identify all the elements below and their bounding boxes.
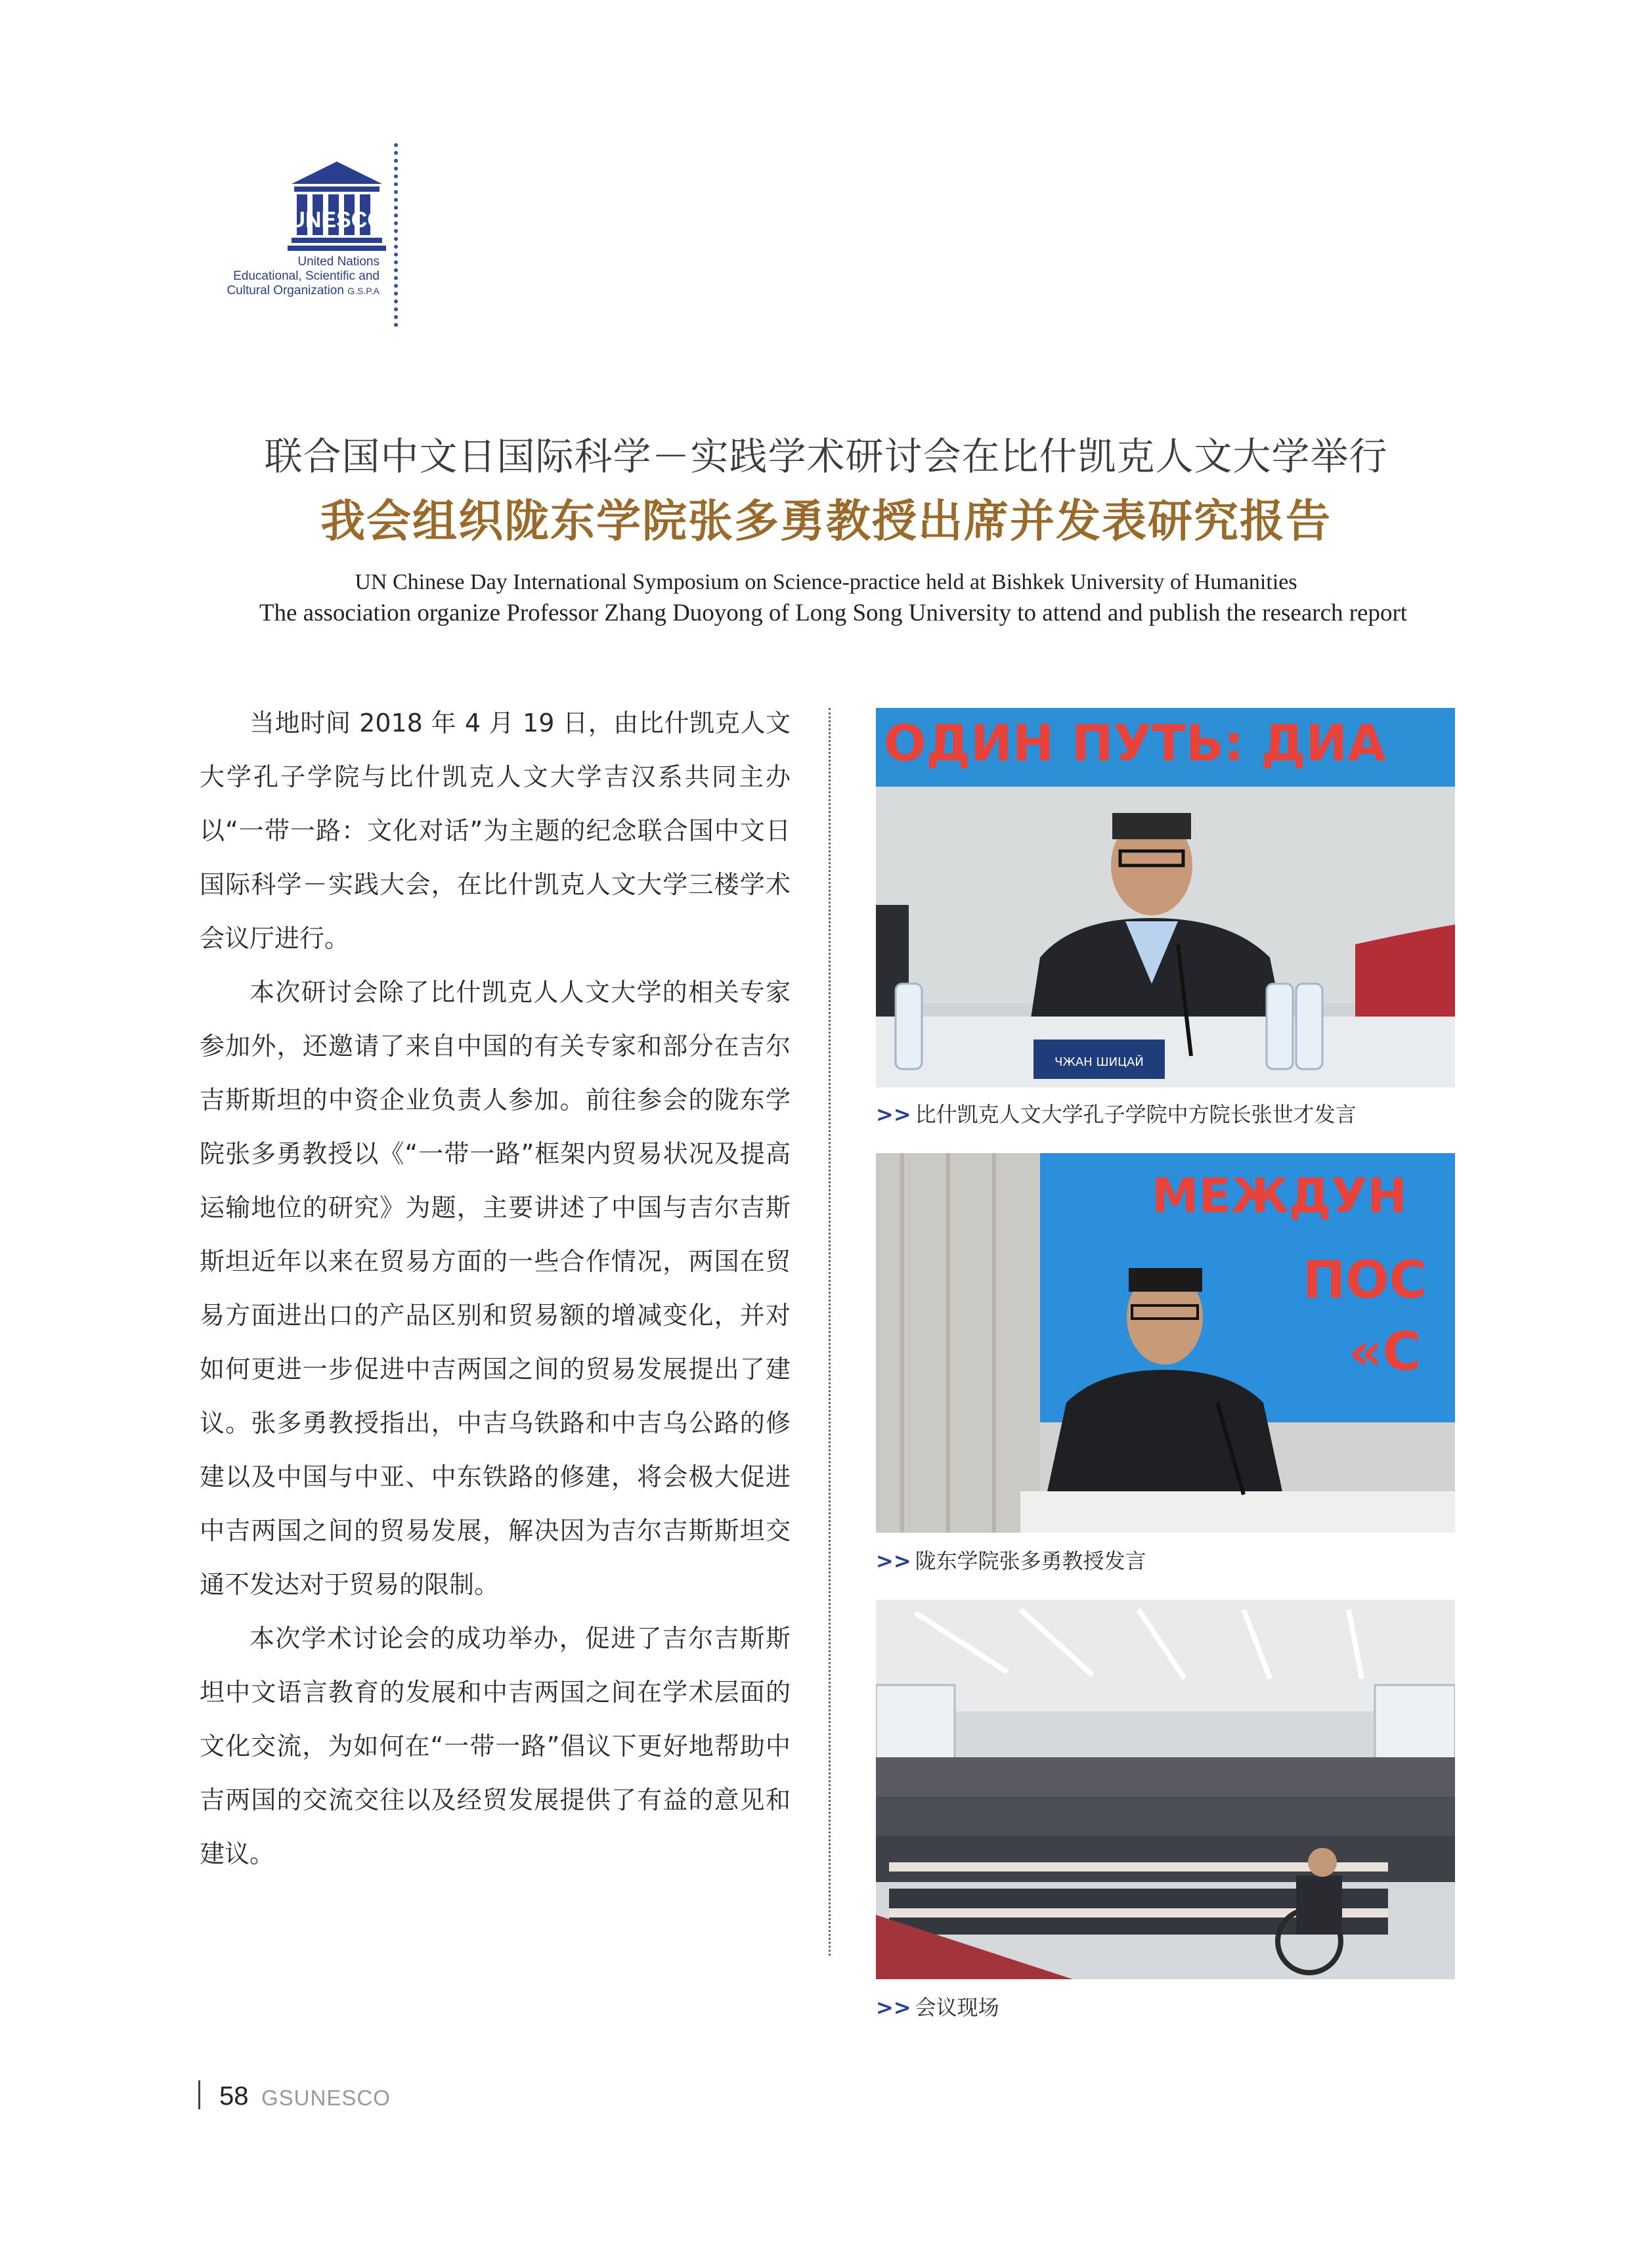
- page-number: 58: [219, 2082, 249, 2111]
- logo-suffix: G.S.P.A: [347, 286, 380, 296]
- banner-text: ОДИН ПУТЬ: ДИА: [884, 714, 1386, 772]
- caption-arrow-icon: >>: [876, 1548, 911, 1573]
- nameplate-text: ЧЖАН ШИЦАЙ: [1054, 1055, 1144, 1069]
- unesco-wordmark: UNESCO: [289, 208, 385, 232]
- caption-arrow-icon: >>: [876, 1102, 911, 1127]
- caption-photo-1: >> 比什凯克人文大学孔子学院中方院长张世才发言: [876, 1102, 1357, 1127]
- title-chinese-line-1: 联合国中文日国际科学－实践学术研讨会在比什凯克人文大学举行: [264, 434, 1388, 479]
- unesco-temple-icon: [288, 156, 386, 255]
- logo-line-1: United Nations: [297, 255, 380, 269]
- logo-line-3: Cultural Organization G.S.P.A: [227, 284, 380, 297]
- title-chinese-line-2: 我会组织陇东学院张多勇教授出席并发表研究报告: [320, 496, 1332, 548]
- paragraph-3: 本次学术讨论会的成功举办，促进了吉尔吉斯斯坦中文语言教育的发展和中吉两国之间在学术层面的文化交流，为如何在“一带一路”倡议下更好地帮助中吉两国的交流交往以及经贸发展提供了有益的意见和建议。: [200, 1624, 791, 1868]
- unesco-logo: [209, 150, 393, 307]
- article-body: [200, 696, 791, 1881]
- photo-speaker-zhang-duoyong: [876, 1153, 1455, 1533]
- column-dotted-divider: [829, 708, 831, 1956]
- paragraph-1: 当地时间 2018 年 4 月 19 日，由比什凯克人文大学孔子学院与比什凯克人文大学吉汉系共同主办以“一带一路：文化对话”为主题的纪念联合国中文日国际科学－实践大会，在比什凯克人文大学三楼学术会议厅进行。: [200, 709, 791, 953]
- title-english-line-2: The association organize Professor Zhang Duoyong of Long Song University to attend and publish the research report: [259, 600, 1408, 626]
- publication-name: GSUNESCO: [261, 2086, 391, 2110]
- logo-dotted-divider: [394, 143, 402, 327]
- banner-line-2: ПОС: [1303, 1251, 1427, 1310]
- unesco-logo-text: [209, 255, 380, 298]
- footer-bar: [198, 2080, 200, 2109]
- photo-speaker-zhang-shicai: [876, 708, 1455, 1087]
- caption-photo-2: >> 陇东学院张多勇教授发言: [876, 1548, 1146, 1573]
- banner-line-1: МЕЖДУН: [1152, 1168, 1407, 1223]
- caption-arrow-icon: >>: [876, 1995, 911, 2020]
- caption-photo-3: >> 会议现场: [876, 1995, 999, 2020]
- paragraph-2: 本次研讨会除了比什凯克人人文大学的相关专家参加外，还邀请了来自中国的有关专家和部分在吉尔吉斯斯坦的中资企业负责人参加。前往参会的陇东学院张多勇教授以《“一带一路”框架内贸易状况及提高运输地位的研究》为题，主要讲述了中国与吉尔吉斯斯坦近年以来在贸易方面的一些合作情况，两国在贸易方面进出口的产品区别和贸易额的增减变化，并对如何更进一步促进中吉两国之间的贸易发展提出了建议。张多勇教授指出，中吉乌铁路和中吉乌公路的修建以及中国与中亚、中东铁路的修建，将会极大促进中吉两国之间的贸易发展，解决因为吉尔吉斯斯坦交通不发达对于贸易的限制。: [200, 978, 791, 1599]
- photo-conference-hall: [876, 1600, 1455, 1979]
- title-english-line-1: UN Chinese Day International Symposium on Science-practice held at Bishkek University of Humanities: [355, 570, 1297, 594]
- banner-line-3: «С: [1349, 1321, 1422, 1382]
- logo-line-2: Educational, Scientific and: [233, 269, 380, 283]
